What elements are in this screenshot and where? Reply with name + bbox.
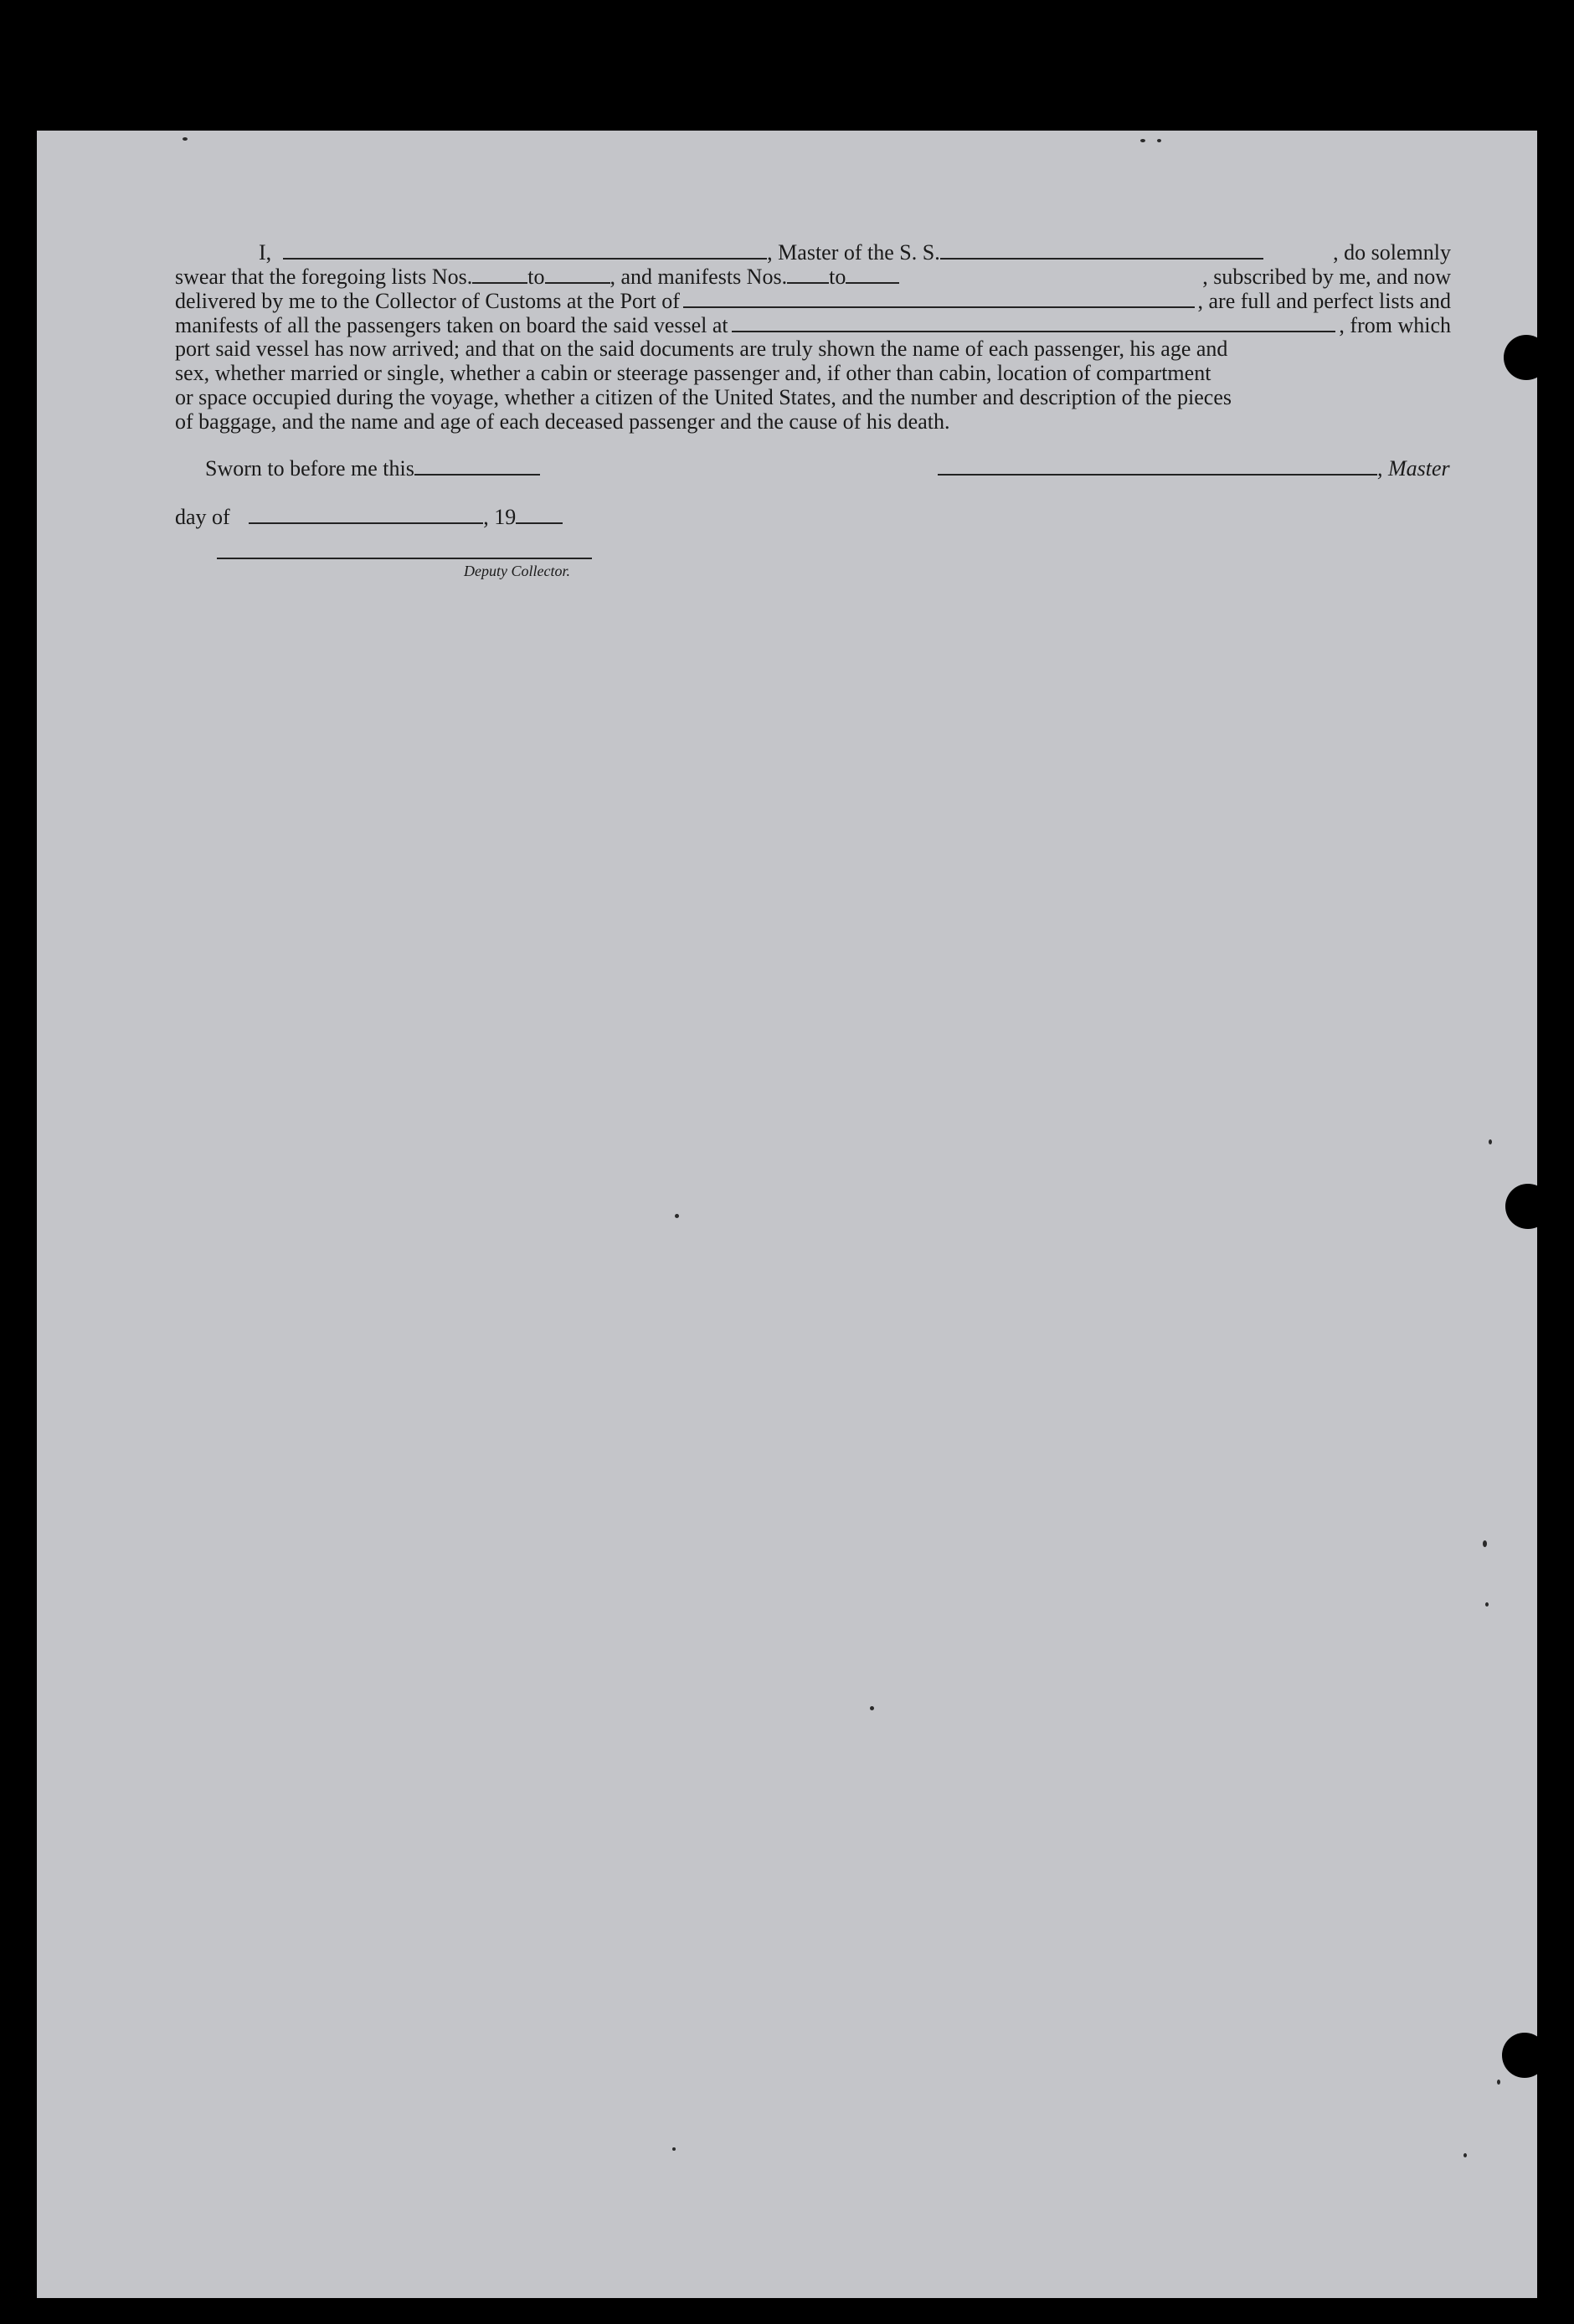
oath-text: , and manifests Nos. bbox=[610, 265, 788, 289]
punch-hole-middle bbox=[1505, 1184, 1551, 1229]
dust-speck bbox=[1489, 1139, 1492, 1144]
dust-speck bbox=[1463, 2153, 1467, 2157]
oath-text: manifests of all the passengers taken on board the said vessel at bbox=[175, 313, 728, 337]
faint-bleed-through bbox=[37, 131, 1537, 2298]
dust-speck bbox=[183, 137, 188, 141]
oath-text: or space occupied during the voyage, whether a citizen of the United States, and the number and description of the pieces bbox=[175, 385, 1232, 409]
dust-speck bbox=[675, 1214, 679, 1218]
dust-speck bbox=[1497, 2080, 1500, 2085]
dust-speck bbox=[1157, 139, 1161, 142]
oath-text: , subscribed by me, and now bbox=[1202, 265, 1451, 289]
oath-text: to bbox=[829, 265, 846, 289]
document-page bbox=[37, 131, 1537, 2298]
day-of-label: day of bbox=[175, 505, 230, 529]
deputy-collector-label: Deputy Collector. bbox=[464, 563, 570, 579]
dust-speck bbox=[870, 1706, 874, 1710]
sworn-label: Sworn to before me this bbox=[205, 456, 414, 481]
oath-text: of baggage, and the name and age of each deceased passenger and the cause of his death. bbox=[175, 409, 950, 434]
year-prefix: , 19 bbox=[483, 505, 517, 529]
oath-text: sex, whether married or single, whether a cabin or steerage passenger and, if other than cabin, location of compartment bbox=[175, 361, 1211, 385]
dust-speck bbox=[1483, 1540, 1487, 1547]
oath-text: , from which bbox=[1339, 313, 1451, 337]
oath-text: I, bbox=[259, 240, 272, 265]
oath-text: , are full and perfect lists and bbox=[1197, 289, 1451, 313]
oath-text: port said vessel has now arrived; and that on the said documents are truly shown the name of each passenger, his age and bbox=[175, 337, 1228, 361]
dust-speck bbox=[1140, 139, 1145, 142]
oath-text: to bbox=[527, 265, 545, 289]
master-label: , Master bbox=[1377, 456, 1450, 481]
dust-speck bbox=[672, 2147, 676, 2151]
oath-text: swear that the foregoing lists Nos. bbox=[175, 265, 473, 289]
oath-text: , Master of the S. S. bbox=[767, 240, 940, 265]
oath-text: , do solemnly bbox=[1333, 240, 1451, 265]
dust-speck bbox=[1485, 1602, 1489, 1607]
punch-hole-top bbox=[1504, 335, 1549, 380]
punch-hole-bottom bbox=[1502, 2033, 1547, 2078]
oath-text: delivered by me to the Collector of Customs at the Port of bbox=[175, 289, 680, 313]
